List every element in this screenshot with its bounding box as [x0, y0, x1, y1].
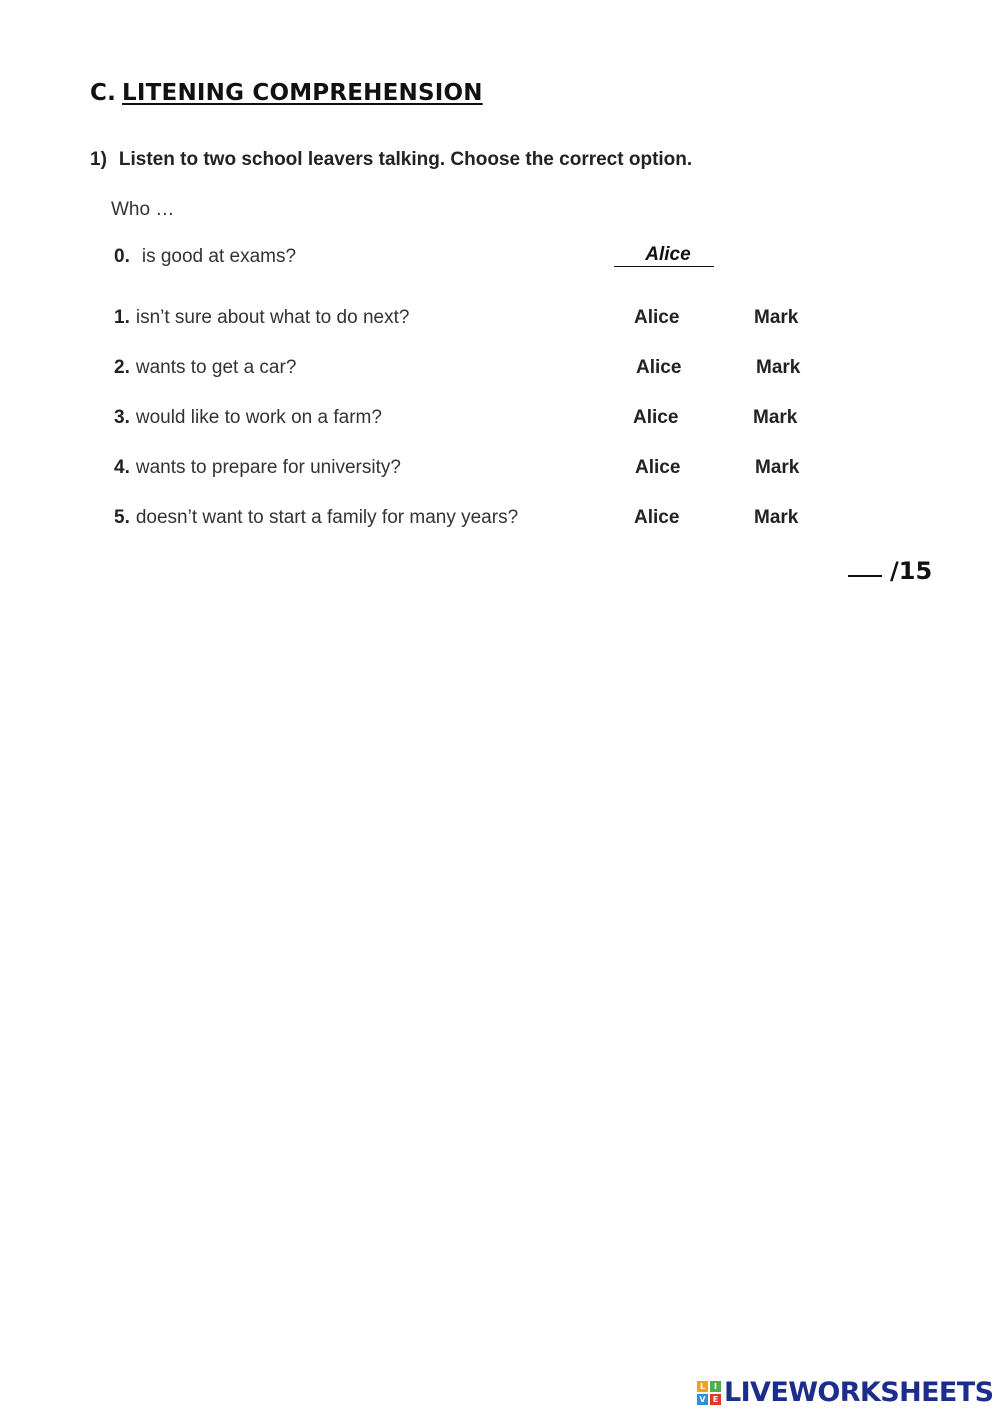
logo-mark-cell: L: [697, 1381, 708, 1392]
question-number: 5.: [114, 507, 130, 528]
option-mark[interactable]: Mark: [756, 357, 801, 378]
instruction: [90, 149, 692, 171]
question-text: would like to work on a farm?: [135, 407, 382, 428]
logo-mark-cell: E: [710, 1394, 721, 1405]
question-text: wants to get a car?: [135, 357, 297, 378]
score-box: [848, 557, 932, 585]
section-title: LITENING COMPREHENSION: [122, 80, 483, 106]
option-mark[interactable]: Mark: [754, 507, 799, 528]
question-text: doesn’t want to start a family for many years?: [135, 507, 519, 528]
question-number: 3.: [114, 407, 130, 428]
option-alice[interactable]: Alice: [634, 307, 680, 328]
question-prompt: Who …: [111, 199, 175, 220]
section-letter: C.: [90, 80, 117, 106]
question-text: isn’t sure about what to do next?: [135, 307, 410, 328]
instruction-text: Listen to two school leavers talking. Choose the correct option.: [118, 149, 693, 170]
instruction-number: 1): [90, 149, 107, 170]
question-number: 2.: [114, 357, 130, 378]
question-row: [114, 507, 518, 529]
question-row: [114, 357, 296, 379]
score-blank[interactable]: [848, 575, 882, 577]
question-text: wants to prepare for university?: [135, 457, 401, 478]
question-number: 1.: [114, 307, 130, 328]
question-row: [114, 457, 401, 479]
option-alice[interactable]: Alice: [633, 407, 679, 428]
logo-icon: [697, 1381, 721, 1405]
section-heading: [90, 80, 483, 106]
option-alice[interactable]: Alice: [636, 357, 682, 378]
liveworksheets-logo: [697, 1377, 993, 1408]
option-alice[interactable]: Alice: [635, 457, 681, 478]
score-total: /15: [890, 557, 933, 585]
example-text: is good at exams?: [141, 246, 297, 267]
question-number: 4.: [114, 457, 130, 478]
logo-mark-cell: I: [710, 1381, 721, 1392]
option-mark[interactable]: Mark: [753, 407, 798, 428]
option-mark[interactable]: Mark: [754, 307, 799, 328]
example-row: [114, 246, 296, 268]
logo-text: LIVEWORKSHEETS: [724, 1377, 994, 1408]
logo-mark-cell: V: [697, 1394, 708, 1405]
option-alice[interactable]: Alice: [634, 507, 680, 528]
question-row: [114, 307, 409, 329]
question-row: [114, 407, 382, 429]
option-mark[interactable]: Mark: [755, 457, 800, 478]
example-answer: Alice: [614, 244, 714, 267]
example-number: 0.: [114, 246, 130, 267]
